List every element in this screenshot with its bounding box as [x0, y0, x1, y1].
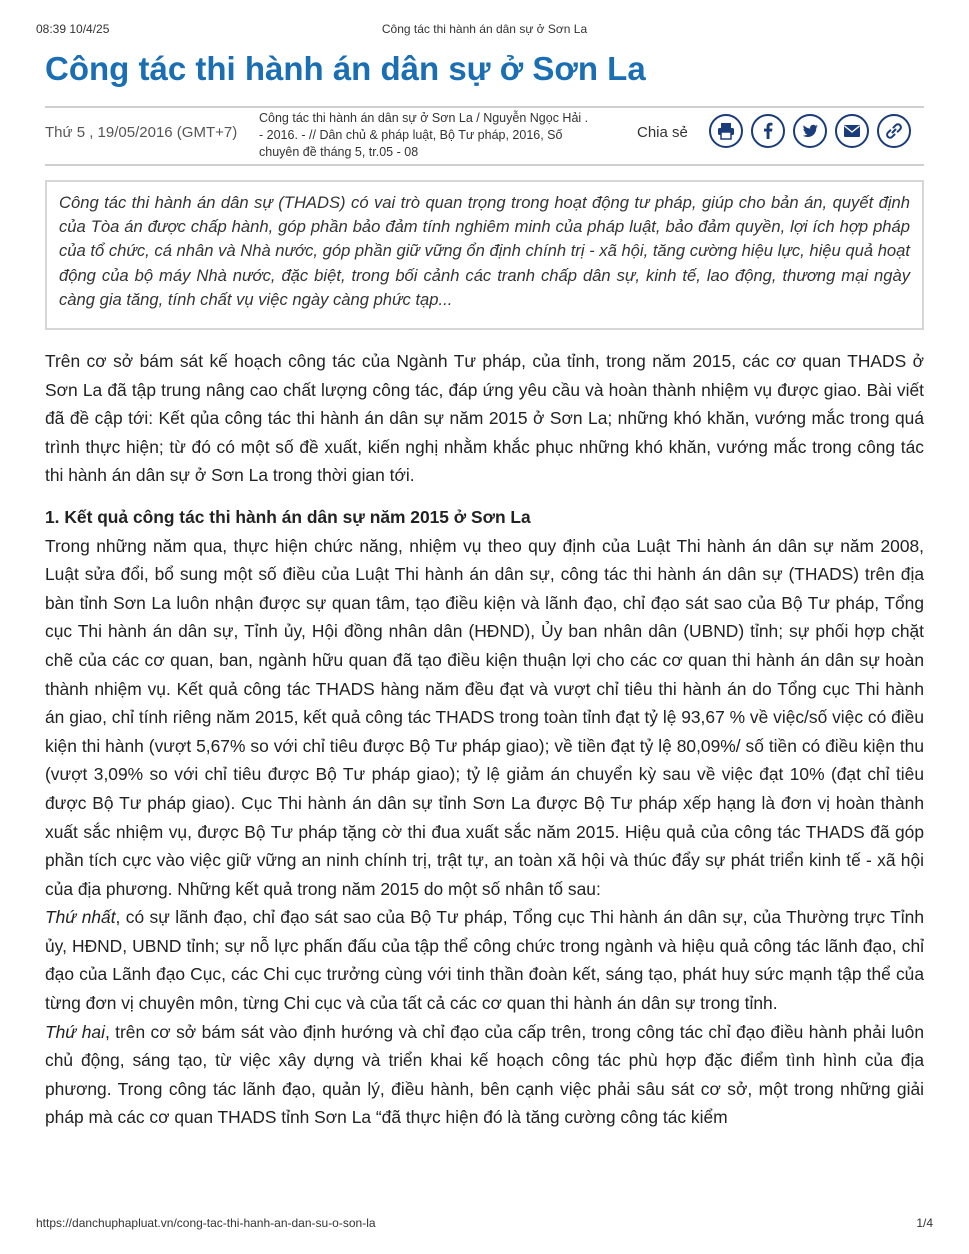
source-line: chuyên đề tháng 5, tr.05 - 08	[259, 145, 419, 159]
print-url[interactable]: https://danchuphapluat.vn/cong-tac-thi-hanh-an-dan-su-o-son-la	[36, 1216, 376, 1230]
print-datetime: 08:39 10/4/25	[36, 22, 110, 36]
source-line: - 2016. - // Dân chủ & pháp luật, Bộ Tư pháp, 2016, Số	[259, 128, 563, 142]
article-meta	[45, 106, 924, 166]
source-citation	[259, 110, 639, 161]
page-number: 1/4	[916, 1216, 933, 1230]
print-page-title: Công tác thi hành án dân sự ở Sơn La	[381, 22, 588, 36]
share-label: Chia sẻ	[637, 124, 688, 141]
article-body	[45, 347, 924, 1132]
email-share-button[interactable]	[835, 114, 869, 148]
source-line: Công tác thi hành án dân sự ở Sơn La / Nguyễn Ngọc Hải .	[259, 111, 589, 125]
print-footer	[36, 1216, 933, 1232]
link-icon	[884, 121, 904, 141]
facebook-icon	[758, 121, 778, 141]
email-icon	[842, 121, 862, 141]
copy-link-button[interactable]	[877, 114, 911, 148]
paragraph-text: , trên cơ sở bám sát vào định hướng và chỉ đạo của cấp trên, trong công tác chỉ đạo điều hành phải luôn chủ động, sáng tạo, từ việc xây dựng và triển khai kế hoạch công tác phù hợp đặc điểm tình hình của địa phương. Trong công tác lãnh đạo, quản lý, điều hành, bên cạnh việc phải sâu sát cơ sở, một trong những giải pháp mà các cơ quan THADS tỉnh Sơn La “đã thực hiện đó là tăng cường công tác kiểm	[45, 1021, 924, 1128]
body-paragraph	[45, 1018, 924, 1132]
section-heading: 1. Kết quả công tác thi hành án dân sự năm 2015 ở Sơn La	[45, 506, 531, 527]
body-paragraph: Trong những năm qua, thực hiện chức năng, nhiệm vụ theo quy định của Luật Thi hành án dân sự năm 2008, Luật sửa đổi, bổ sung một số điều của Luật Thi hành án dân sự, công tác thi hành án dân sự (THADS) trên địa bàn tỉnh Sơn La luôn nhận được sự quan tâm, tạo điều kiện và lãnh đạo, chỉ đạo sát sao của Bộ Tư pháp, Tổng cục Thi hành án dân sự, Tỉnh ủy, Hội đồng nhân dân (HĐND), Ủy ban nhân dân (UBND) tỉnh; sự phối hợp chặt chẽ của các cơ quan, ban, ngành hữu quan đã tạo điều kiện thuận lợi cho các cơ quan thi hành án dân sự hoàn thành nhiệm vụ. Kết quả công tác THADS hàng năm đều đạt và vượt chỉ tiêu thi hành án do Tổng cục Thi hành án giao, chỉ tính riêng năm 2015, kết quả công tác THADS trong toàn tỉnh đạt tỷ lệ 93,67 % về việc/số việc có điều kiện thi hành (vượt 5,67% so với chỉ tiêu được Bộ Tư pháp giao); về tiền đạt tỷ lệ 80,09%/ số tiền có điều kiện thu (vượt 3,09% so với chỉ tiêu được Bộ Tư pháp giao); tỷ lệ giảm án chuyển kỳ sau về việc đạt 10% (đạt chỉ tiêu được Bộ Tư pháp giao). Cục Thi hành án dân sự tỉnh Sơn La được Bộ Tư pháp xếp hạng là đơn vị hoàn thành xuất sắc nhiệm vụ, được Bộ Tư pháp tặng cờ thi đua xuất sắc năm 2015. Hiệu quả của công tác THADS đã góp phần tích cực vào việc giữ vững an ninh chính trị, trật tự, an toàn xã hội và thúc đẩy sự phát triển kinh tế - xã hội của địa phương. Những kết quả trong năm 2015 do một số nhân tố sau:	[45, 535, 924, 899]
body-paragraph	[45, 903, 924, 1017]
article-title: Công tác thi hành án dân sự ở Sơn La	[45, 50, 646, 87]
intro-paragraph: Trên cơ sở bám sát kế hoạch công tác của Ngành Tư pháp, của tỉnh, trong năm 2015, các cơ quan THADS ở Sơn La đã tập trung nâng cao chất lượng công tác, đáp ứng yêu cầu và hoàn thành nhiệm vụ được giao. Bài viết đã đề cập tới: Kết qủa công tác thi hành án dân sự năm 2015 ở Sơn La; những khó khăn, vướng mắc trong quá trình thực hiện; từ đó có một số đề xuất, kiến nghị nhằm khắc phục những khó khăn, vướng mắc trong công tác thi hành án dân sự ở Sơn La trong thời gian tới.	[45, 351, 924, 486]
paragraph-label: Thứ nhất	[45, 907, 116, 928]
paragraph-text: , có sự lãnh đạo, chỉ đạo sát sao của Bộ Tư pháp, Tổng cục Thi hành án dân sự, của Thường trực Tỉnh ủy, HĐND, UBND tỉnh; sự nỗ lực phấn đấu của tập thể công chức trong ngành và hiệu quả công tác lãnh đạo, chỉ đạo của Lãnh đạo Cục, các Chi cục trưởng cùng với tinh thần đoàn kết, sáng tạo, phát huy sức mạnh tập thể của từng đơn vị chuyên môn, từng Chi cục và của tất cả các cơ quan thi hành án dân sự trong tỉnh.	[45, 907, 924, 1014]
article-summary: Công tác thi hành án dân sự (THADS) có vai trò quan trọng trong hoạt động tư pháp, giúp cho bản án, quyết định của Tòa án được chấp hành, góp phần bảo đảm tính nghiêm minh của pháp luật, bảo đảm quyền, lợi ích hợp pháp của tổ chức, cá nhân và Nhà nước, góp phần giữ vững ổn định chính trị - xã hội, tăng cường hiệu lực, hiệu quả hoạt động của bộ máy Nhà nước, đặc biệt, trong bối cảnh các tranh chấp dân sự, kinh tế, lao động, thương mại ngày càng gia tăng, tính chất vụ việc ngày càng phức tạp...	[59, 193, 910, 309]
facebook-share-button[interactable]	[751, 114, 785, 148]
print-button[interactable]	[709, 114, 743, 148]
twitter-share-button[interactable]	[793, 114, 827, 148]
article-summary-box	[45, 180, 924, 330]
twitter-icon	[800, 121, 820, 141]
paragraph-label: Thứ hai	[45, 1021, 105, 1042]
print-icon	[716, 121, 736, 141]
print-header	[36, 22, 933, 38]
publish-date: Thứ 5 , 19/05/2016 (GMT+7)	[45, 124, 238, 141]
